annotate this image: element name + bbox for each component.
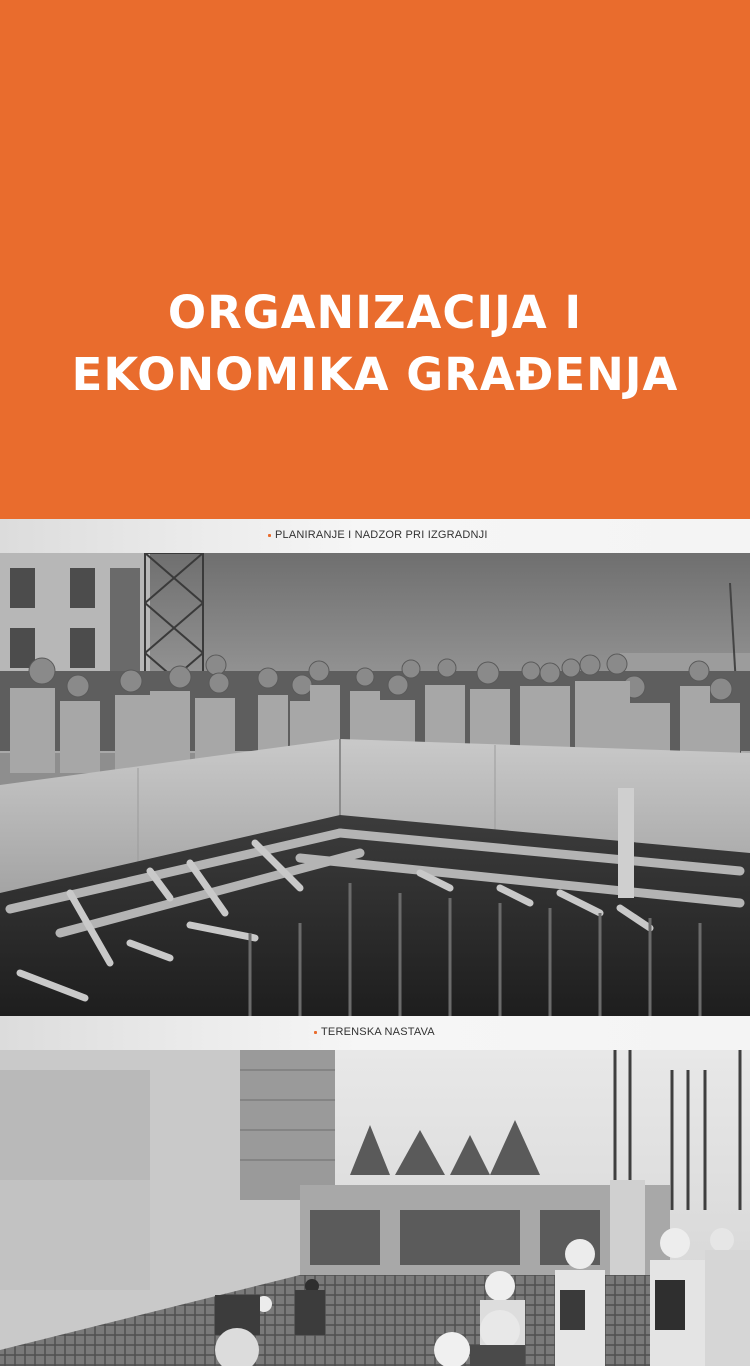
photo-caption-bar-1 [0,519,750,553]
photo-caption-2 [314,1026,435,1038]
cover-header [0,0,750,519]
cover-title-line-2: EKONOMIKA GRAĐENJA [71,348,679,401]
bullet-icon [314,1031,317,1034]
construction-site-illustration-1 [0,553,750,1016]
construction-site-illustration-2 [0,1050,750,1366]
construction-site-photo-1 [0,553,750,1016]
photo-caption-text-1: PLANIRANJE I NADZOR PRI IZGRADNJI [275,529,488,541]
photo-caption-text-2: TERENSKA NASTAVA [321,1026,435,1038]
photo-caption-bar-2 [0,1016,750,1050]
cover-title-line-1: ORGANIZACIJA I [167,286,583,339]
construction-site-photo-2 [0,1050,750,1366]
bullet-icon [268,534,271,537]
photo-caption-1 [268,529,488,541]
cover-title [0,282,750,406]
